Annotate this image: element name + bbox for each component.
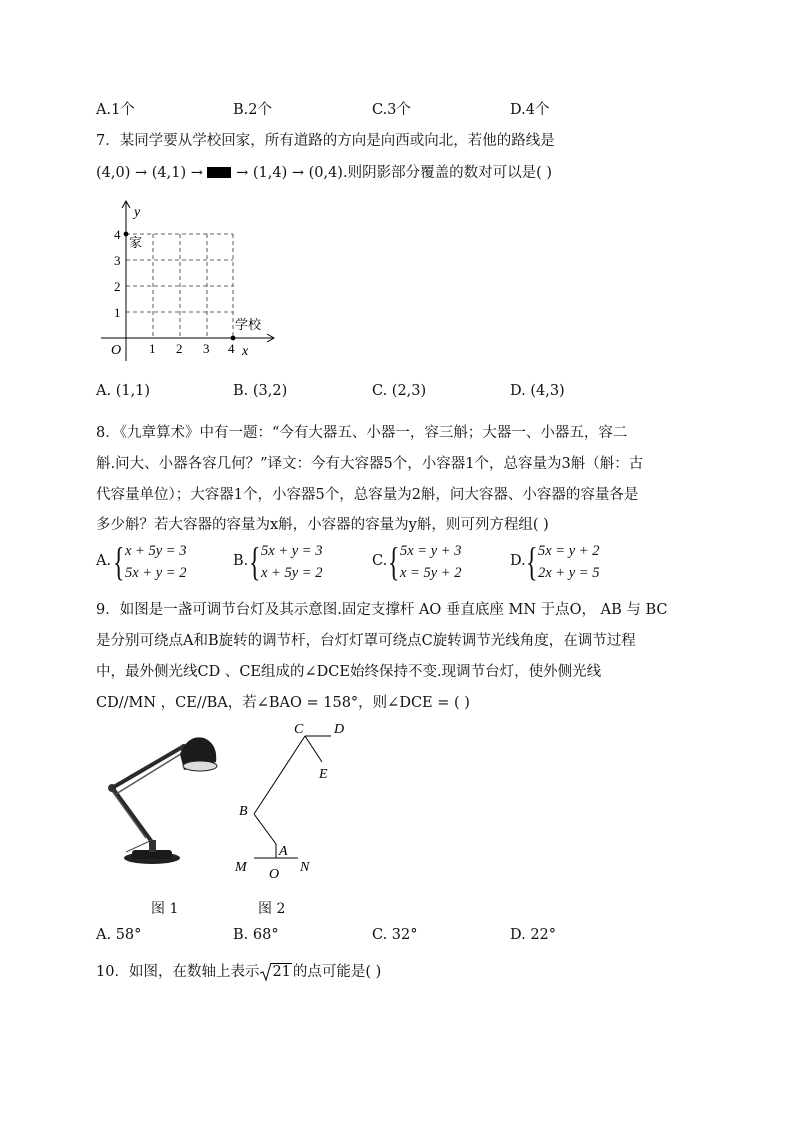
y-tick-1: 1 bbox=[114, 305, 121, 320]
q10-text-after: 的点可能是( ) bbox=[292, 964, 382, 980]
q8-option-d-eq1: 5x = y + 2 bbox=[538, 543, 600, 559]
q7-path-after: → (1,4) → (0,4).则阴影部分覆盖的数对可以是( ) bbox=[236, 165, 552, 181]
x-axis-label: x bbox=[242, 344, 249, 359]
y-tick-2: 2 bbox=[114, 279, 121, 294]
q8-option-c-system bbox=[400, 540, 461, 584]
label-a: A bbox=[279, 844, 288, 859]
q7-stem-line2 bbox=[96, 161, 552, 182]
label-b: B bbox=[239, 804, 248, 819]
q7-stem-line1: 7．某同学要从学校回家，所有道路的方向是向西或向北，若他的路线是 bbox=[96, 133, 555, 149]
q10-text-before: 10．如图，在数轴上表示 bbox=[96, 964, 260, 980]
q8-option-a-eq1: x + 5y = 3 bbox=[125, 543, 187, 559]
label-e: E bbox=[319, 767, 328, 782]
q9-option-b: B. 68° bbox=[233, 927, 279, 943]
q7-option-a: A. (1,1) bbox=[96, 383, 151, 399]
q8-option-b-label: B. bbox=[233, 553, 249, 569]
q8-stem-line3: 代容量单位）；大容器1个，小容器5个，总容量为2斛，问大容器、小容器的容量各是 bbox=[96, 487, 639, 503]
q7-option-d: D. (4,3) bbox=[510, 383, 565, 399]
q8-stem-line2: 斛.问大、小器各容几何？”译文：今有大容器5个，小容器1个，总容量为3斛（斛：古 bbox=[96, 456, 644, 472]
q7-path-before: (4,0) → (4,1) → bbox=[96, 165, 203, 181]
q8-option-c-eq2: x = 5y + 2 bbox=[400, 565, 462, 581]
q9-stem-line2: 是分别可绕点A和B旋转的调节杆，台灯灯罩可绕点C旋转调节光线角度，在调节过程 bbox=[96, 633, 636, 649]
q8-option-c-brace: { bbox=[388, 539, 400, 584]
q8-option-c-eq1: 5x = y + 3 bbox=[400, 543, 462, 559]
q8-stem-line4: 多少斛？若大容器的容量为x斛，小容器的容量为y斛，则可列方程组( ) bbox=[96, 517, 549, 533]
fig1-caption: 图 1 bbox=[151, 901, 179, 917]
q8-option-a-eq2: 5x + y = 2 bbox=[125, 565, 187, 581]
q6-option-d: D.4个 bbox=[510, 102, 550, 118]
q8-option-b-brace: { bbox=[249, 539, 261, 584]
school-label: 学校 bbox=[235, 317, 262, 332]
q7-coordinate-graph bbox=[96, 196, 286, 368]
q9-option-a: A. 58° bbox=[96, 927, 142, 943]
x-tick-2: 2 bbox=[176, 341, 183, 356]
lamp-schematic bbox=[228, 718, 358, 883]
y-tick-3: 3 bbox=[114, 253, 121, 268]
q9-stem-line3: 中，最外侧光线CD 、CE组成的∠DCE始终保持不变.现调节台灯，使外侧光线 bbox=[96, 664, 602, 680]
label-o: O bbox=[269, 867, 280, 882]
q6-option-a: A.1个 bbox=[96, 102, 135, 118]
x-tick-1: 1 bbox=[149, 341, 156, 356]
q8-option-b-system bbox=[261, 540, 322, 584]
desk-lamp-photo bbox=[96, 728, 226, 873]
q8-option-d-brace: { bbox=[526, 539, 538, 584]
q9-stem-line1: 9．如图是一盏可调节台灯及其示意图.固定支撑杆 AO 垂直底座 MN 于点O， AB 与 BC bbox=[96, 602, 668, 618]
sqrt-radicand: 21 bbox=[272, 964, 291, 980]
y-axis-label: y bbox=[134, 205, 141, 220]
q6-option-b: B.2个 bbox=[233, 102, 272, 118]
q9-stem-line4: CD//MN ，CE//BA，若∠BAO = 158°，则∠DCE = ( ) bbox=[96, 695, 470, 711]
q6-option-c: C.3个 bbox=[372, 102, 411, 118]
q8-option-d-system bbox=[538, 540, 599, 584]
q8-option-d-label: D. bbox=[510, 553, 526, 569]
label-d: D bbox=[334, 722, 345, 737]
q7-option-c: C. (2,3) bbox=[372, 383, 427, 399]
home-label: 家 bbox=[129, 235, 143, 250]
q8-option-d-eq2: 2x + y = 5 bbox=[538, 565, 600, 581]
q7-option-b: B. (3,2) bbox=[233, 383, 288, 399]
q9-option-d: D. 22° bbox=[510, 927, 557, 943]
label-n: N bbox=[300, 860, 310, 875]
q9-option-c: C. 32° bbox=[372, 927, 418, 943]
q8-option-a-system bbox=[125, 540, 186, 584]
q8-option-c-label: C. bbox=[372, 553, 388, 569]
y-tick-4: 4 bbox=[114, 227, 121, 242]
q8-stem-line1: 8．《九章算术》中有一题：“今有大器五、小器一，容三斛；大器一、小器五，容二 bbox=[96, 425, 628, 441]
q8-option-a-brace: { bbox=[113, 539, 125, 584]
label-m: M bbox=[235, 860, 247, 875]
origin-label: O bbox=[111, 343, 122, 358]
q8-option-a-label: A. bbox=[96, 553, 112, 569]
q8-option-b-eq1: 5x + y = 3 bbox=[261, 543, 323, 559]
q10-stem bbox=[96, 960, 381, 981]
sqrt-21 bbox=[260, 964, 291, 980]
fig2-caption: 图 2 bbox=[258, 901, 286, 917]
q7-hidden-box bbox=[207, 167, 231, 178]
radical-sign-icon bbox=[260, 962, 272, 982]
label-c: C bbox=[294, 722, 304, 737]
x-tick-4: 4 bbox=[228, 341, 235, 356]
q8-option-b-eq2: x + 5y = 2 bbox=[261, 565, 323, 581]
x-tick-3: 3 bbox=[203, 341, 210, 356]
